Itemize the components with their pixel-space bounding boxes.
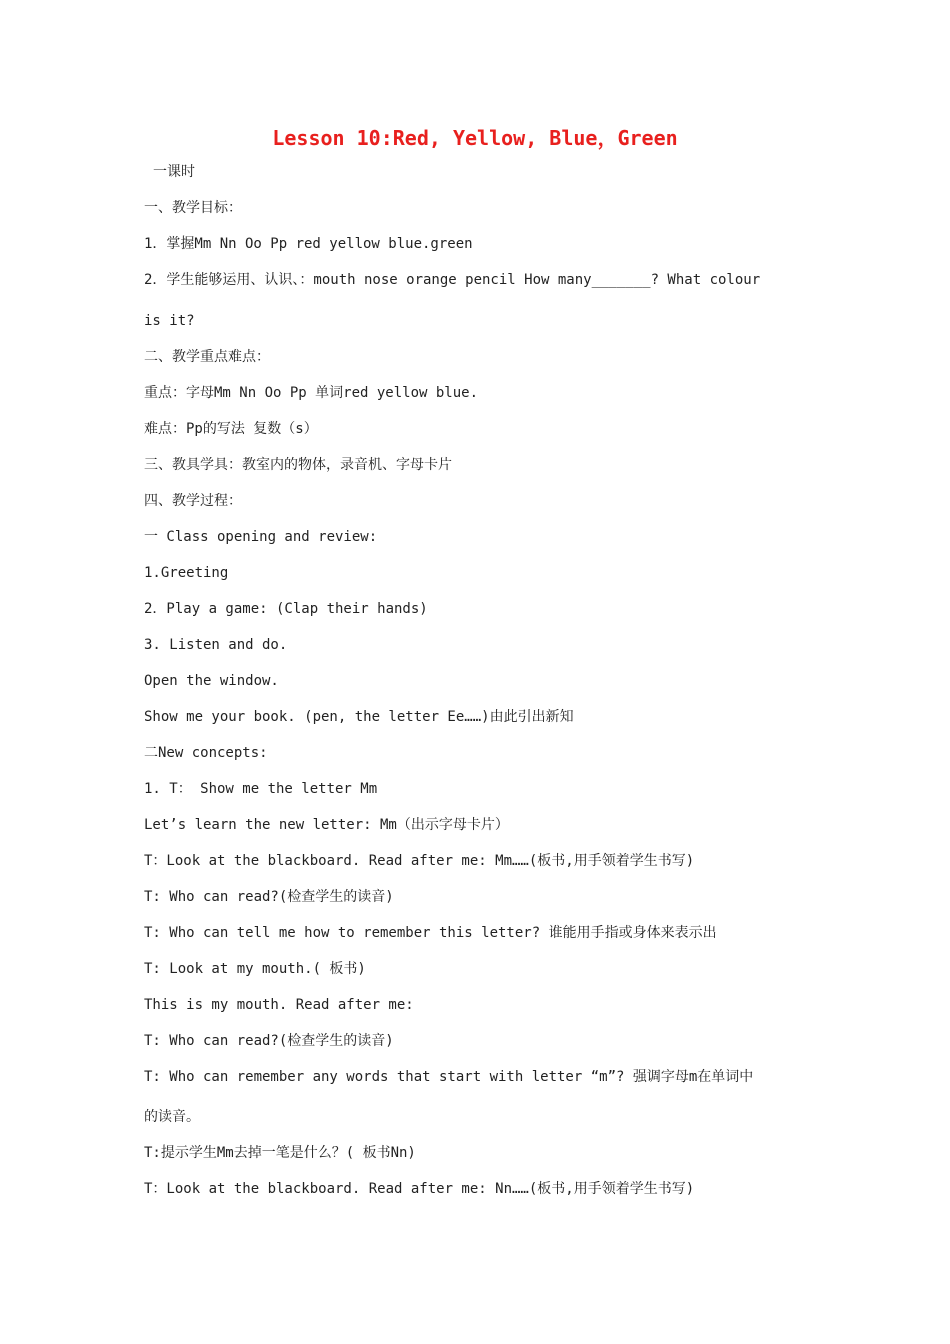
concept-learn-letter: Let’s learn the new letter: Mm（出示字母卡片）	[144, 817, 509, 833]
section-heading-process: 四、教学过程：	[144, 493, 242, 509]
concept-look-mouth: T: Look at my mouth.( 板书)	[144, 961, 366, 977]
concept-this-is-mouth: This is my mouth. Read after me:	[144, 997, 414, 1013]
concept-look-blackboard-nn: T：Look at the blackboard. Read after me: Nn……(板书,用手领着学生书写)	[144, 1181, 695, 1197]
objective-item-2-continued: is it?	[144, 313, 195, 329]
process-step-opening: 一 Class opening and review:	[144, 529, 378, 545]
concept-look-blackboard-mm: T：Look at the blackboard. Read after me: Mm……(板书,用手领着学生书写)	[144, 853, 695, 869]
concept-remember-words: T: Who can remember any words that start with letter “m”? 强调字母m在单词中	[144, 1069, 754, 1085]
lesson-period: 一课时	[153, 164, 195, 180]
process-greeting: 1.Greeting	[144, 565, 229, 581]
concept-remember-letter: T: Who can tell me how to remember this letter? 谁能用手指或身体来表示出	[144, 925, 717, 941]
concept-who-can-read-1: T: Who can read?(检查学生的读音)	[144, 889, 394, 905]
section-heading-materials: 三、教具学具：教室内的物体，录音机、字母卡片	[144, 457, 452, 473]
process-step-new-concepts: 二New concepts:	[144, 745, 268, 761]
lesson-title: Lesson 10:Red, Yellow, Blue，Green	[272, 126, 678, 150]
process-open-window: Open the window.	[144, 673, 279, 689]
objective-item-2: 2．学生能够运用、认识、：mouth nose orange pencil How many_______? What colour	[144, 272, 761, 288]
process-listen-do: 3. Listen and do.	[144, 637, 288, 653]
concept-hint-nn: T:提示学生Mm去掉一笔是什么？( 板书Nn)	[144, 1145, 416, 1161]
section-heading-objectives: 一、教学目标：	[144, 200, 242, 216]
process-show-book: Show me your book. (pen, the letter Ee……)由此引出新知	[144, 709, 574, 725]
section-heading-key-points: 二、教学重点难点：	[144, 349, 270, 365]
concept-who-can-read-2: T: Who can read?(检查学生的读音)	[144, 1033, 394, 1049]
difficult-point-text: 难点：Pp的写法 复数（s）	[144, 421, 318, 437]
concept-remember-words-continued: 的读音。	[144, 1109, 200, 1125]
key-point-text: 重点：字母Mm Nn Oo Pp 单词red yellow blue.	[144, 385, 479, 401]
process-play-game: 2．Play a game: (Clap their hands)	[144, 601, 428, 617]
concept-show-letter: 1. T： Show me the letter Mm	[144, 781, 378, 797]
objective-item-1: 1．掌握Mm Nn Oo Pp red yellow blue.green	[144, 236, 473, 252]
